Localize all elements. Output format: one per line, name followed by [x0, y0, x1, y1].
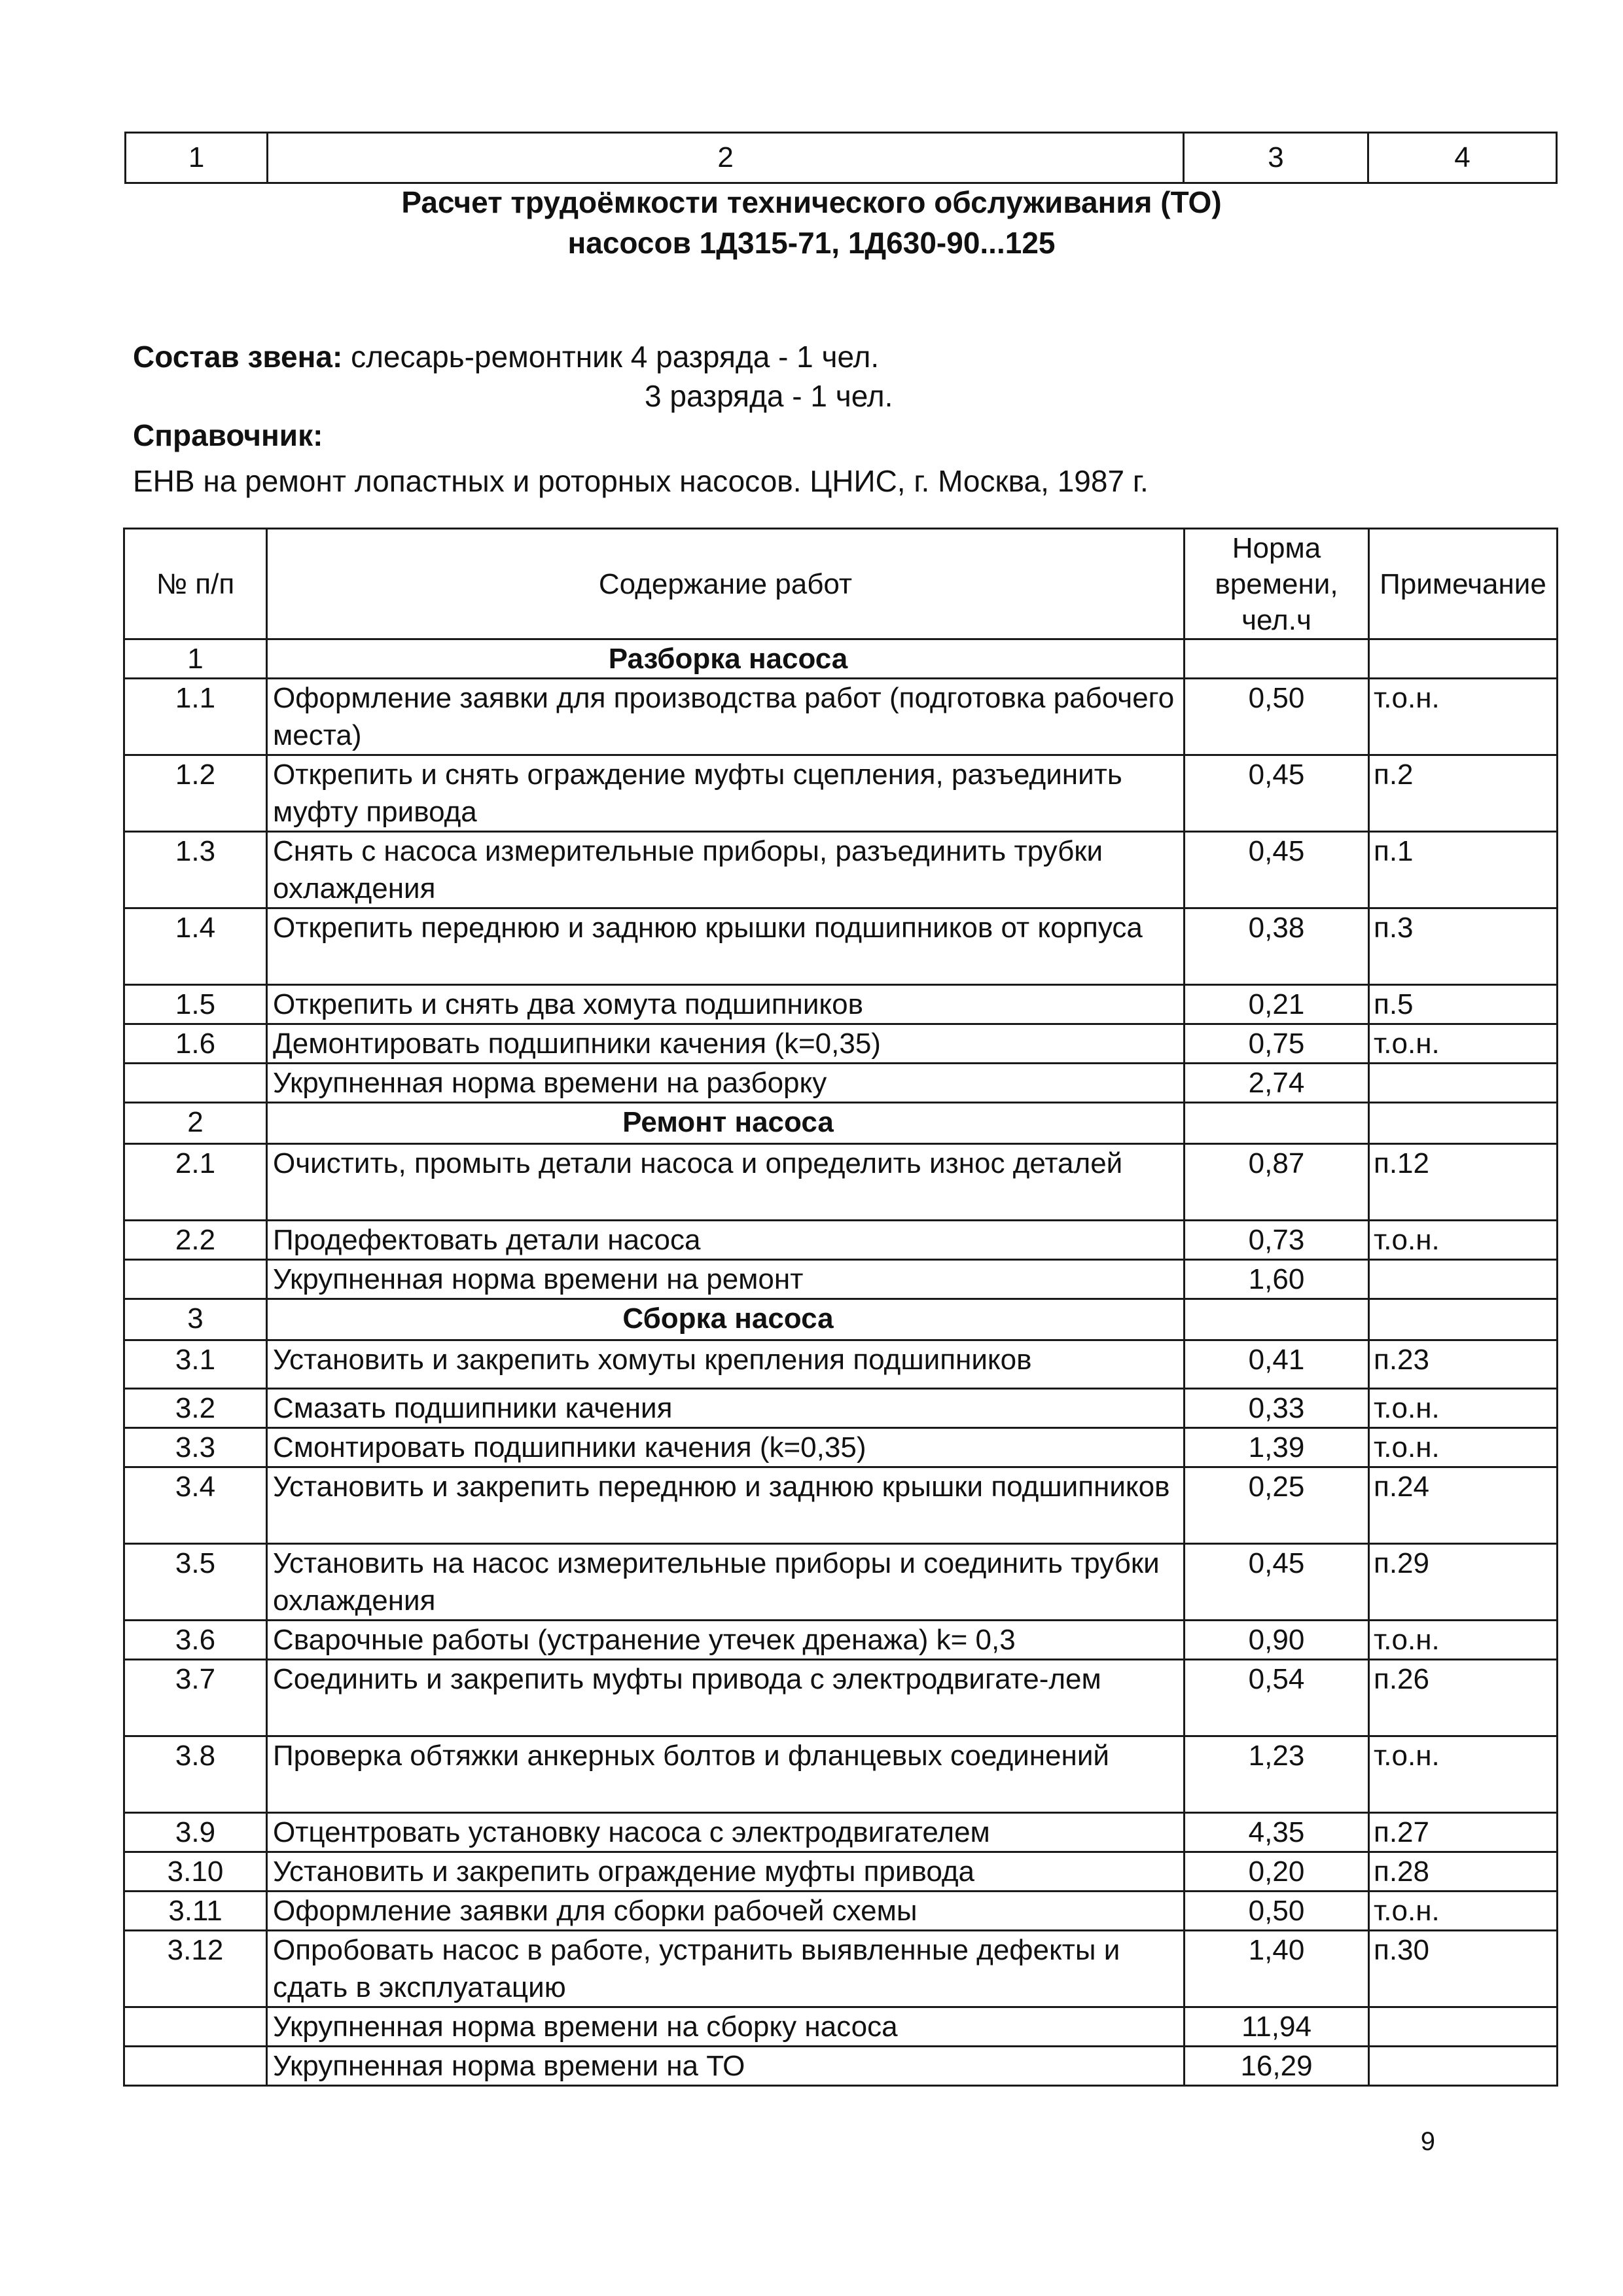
reference-label	[133, 418, 323, 453]
row-text-cell: Укрупненная норма времени на разборку	[267, 1064, 1185, 1103]
row-note-cell	[1369, 1299, 1558, 1340]
row-value-cell: 0,21	[1185, 985, 1369, 1024]
table-row	[124, 1736, 1558, 1813]
row-text-cell: Разборка насоса	[267, 639, 1185, 679]
table-row	[124, 679, 1558, 755]
row-num-cell: 1.5	[124, 985, 267, 1024]
row-value-cell: 0,90	[1185, 1621, 1369, 1660]
table-row	[124, 755, 1558, 832]
reference-label-text: Справочник:	[133, 418, 323, 452]
row-num-cell: 3.5	[124, 1544, 267, 1621]
row-note-cell: п.24	[1369, 1467, 1558, 1544]
row-num-cell: 1	[124, 639, 267, 679]
table-row	[124, 1428, 1558, 1467]
row-num-cell	[124, 1064, 267, 1103]
row-note-cell: п.23	[1369, 1340, 1558, 1389]
table-row	[124, 1544, 1558, 1621]
row-num-cell: 3.9	[124, 1813, 267, 1852]
column-number-cell: 2	[268, 133, 1184, 183]
row-value-cell: 0,50	[1185, 679, 1369, 755]
row-text-cell: Оформление заявки для сборки рабочей схемы	[267, 1892, 1185, 1931]
row-text-cell: Установить и закрепить хомуты крепления подшипников	[267, 1340, 1185, 1389]
table-row	[124, 1144, 1558, 1221]
reference-text: ЕНВ на ремонт лопастных и роторных насосов. ЦНИС, г. Москва, 1987 г.	[133, 464, 1149, 498]
table-row	[124, 1260, 1558, 1299]
row-value-cell: 0,38	[1185, 908, 1369, 985]
table-row	[124, 1813, 1558, 1852]
row-text-cell: Установить на насос измерительные приборы и соединить трубки охлаждения	[267, 1544, 1185, 1621]
row-text-cell: Укрупненная норма времени на сборку насоса	[267, 2007, 1185, 2047]
row-num-cell: 2.2	[124, 1221, 267, 1260]
row-num-cell: 3.3	[124, 1428, 267, 1467]
table-row	[124, 1660, 1558, 1736]
table-row	[124, 1621, 1558, 1660]
row-value-cell	[1185, 1103, 1369, 1144]
row-text-cell: Снять с насоса измерительные приборы, разъединить трубки охлаждения	[267, 832, 1185, 908]
row-note-cell: п.1	[1369, 832, 1558, 908]
row-text-cell: Укрупненная норма времени на ремонт	[267, 1260, 1185, 1299]
row-note-cell: п.3	[1369, 908, 1558, 985]
row-value-cell: 11,94	[1185, 2007, 1369, 2047]
row-text-cell: Продефектовать детали насоса	[267, 1221, 1185, 1260]
row-text-cell: Смонтировать подшипники качения (k=0,35)	[267, 1428, 1185, 1467]
row-value-cell: 0,33	[1185, 1389, 1369, 1428]
document-title: Расчет трудоёмкости технического обслуживания (ТО)	[401, 185, 1222, 219]
row-text-cell: Открепить и снять два хомута подшипников	[267, 985, 1185, 1024]
row-num-cell	[124, 2047, 267, 2086]
row-num-cell: 3.7	[124, 1660, 267, 1736]
row-text-cell: Опробовать насос в работе, устранить выявленные дефекты и сдать в эксплуатацию	[267, 1931, 1185, 2007]
row-text-cell: Сборка насоса	[267, 1299, 1185, 1340]
document-subtitle: насосов 1Д315-71, 1Д630-90...125	[567, 226, 1056, 260]
table-header-row	[124, 529, 1558, 639]
header-norm-line: времени,	[1215, 567, 1338, 600]
row-num-cell: 3.6	[124, 1621, 267, 1660]
table-row	[124, 985, 1558, 1024]
row-value-cell: 1,60	[1185, 1260, 1369, 1299]
row-note-cell: т.о.н.	[1369, 679, 1558, 755]
row-value-cell: 0,87	[1185, 1144, 1369, 1221]
table-row	[124, 1892, 1558, 1931]
row-value-cell: 16,29	[1185, 2047, 1369, 2086]
row-num-cell: 3.2	[124, 1389, 267, 1428]
row-note-cell: т.о.н.	[1369, 1892, 1558, 1931]
row-num-cell: 1.3	[124, 832, 267, 908]
table-row	[124, 1221, 1558, 1260]
header-norm	[1185, 529, 1369, 639]
row-text-cell: Укрупненная норма времени на ТО	[267, 2047, 1185, 2086]
header-norm-line: Норма	[1232, 531, 1321, 564]
row-text-cell: Смазать подшипники качения	[267, 1389, 1185, 1428]
row-text-cell: Отцентровать установку насоса с электродвигателем	[267, 1813, 1185, 1852]
row-value-cell: 2,74	[1185, 1064, 1369, 1103]
row-num-cell: 3	[124, 1299, 267, 1340]
table-row	[124, 2007, 1558, 2047]
row-value-cell: 1,39	[1185, 1428, 1369, 1467]
row-num-cell: 1.1	[124, 679, 267, 755]
row-note-cell: п.26	[1369, 1660, 1558, 1736]
row-text-cell: Демонтировать подшипники качения (k=0,35)	[267, 1024, 1185, 1064]
row-num-cell: 1.2	[124, 755, 267, 832]
row-text-cell: Проверка обтяжки анкерных болтов и фланцевых соединений	[267, 1736, 1185, 1813]
row-note-cell: п.2	[1369, 755, 1558, 832]
row-value-cell: 0,54	[1185, 1660, 1369, 1736]
table-row	[124, 908, 1558, 985]
row-num-cell: 3.1	[124, 1340, 267, 1389]
column-number-table	[124, 132, 1558, 184]
row-note-cell	[1369, 2047, 1558, 2086]
row-value-cell: 1,23	[1185, 1736, 1369, 1813]
row-num-cell: 2.1	[124, 1144, 267, 1221]
row-note-cell: т.о.н.	[1369, 1736, 1558, 1813]
table-row	[124, 1064, 1558, 1103]
row-note-cell: п.5	[1369, 985, 1558, 1024]
row-note-cell	[1369, 1260, 1558, 1299]
table-row	[124, 1467, 1558, 1544]
page-number: 9	[1420, 2127, 1435, 2156]
row-value-cell: 1,40	[1185, 1931, 1369, 2007]
row-text-cell: Очистить, промыть детали насоса и определить износ деталей	[267, 1144, 1185, 1221]
row-num-cell: 1.6	[124, 1024, 267, 1064]
row-num-cell: 2	[124, 1103, 267, 1144]
row-note-cell: т.о.н.	[1369, 1389, 1558, 1428]
column-number-cell: 1	[126, 133, 268, 183]
row-num-cell	[124, 1260, 267, 1299]
row-note-cell: т.о.н.	[1369, 1428, 1558, 1467]
row-num-cell: 3.12	[124, 1931, 267, 2007]
header-num: № п/п	[124, 529, 267, 639]
row-num-cell	[124, 2007, 267, 2047]
table-row	[124, 1103, 1558, 1144]
row-text-cell: Сварочные работы (устранение утечек дренажа) k= 0,3	[267, 1621, 1185, 1660]
row-text-cell: Открепить переднюю и заднюю крышки подшипников от корпуса	[267, 908, 1185, 985]
row-note-cell: п.29	[1369, 1544, 1558, 1621]
row-num-cell: 3.10	[124, 1852, 267, 1892]
row-value-cell: 0,25	[1185, 1467, 1369, 1544]
row-text-cell: Оформление заявки для производства работ (подготовка рабочего места)	[267, 679, 1185, 755]
row-note-cell: п.27	[1369, 1813, 1558, 1852]
row-value-cell: 0,73	[1185, 1221, 1369, 1260]
table-row	[124, 832, 1558, 908]
header-content: Содержание работ	[267, 529, 1185, 639]
row-note-cell: п.30	[1369, 1931, 1558, 2007]
row-value-cell: 0,20	[1185, 1852, 1369, 1892]
row-value-cell	[1185, 1299, 1369, 1340]
row-value-cell: 0,45	[1185, 1544, 1369, 1621]
row-value-cell: 0,41	[1185, 1340, 1369, 1389]
row-text-cell: Установить и закрепить ограждение муфты привода	[267, 1852, 1185, 1892]
header-norm-line: чел.ч	[1241, 603, 1311, 636]
row-text-cell: Открепить и снять ограждение муфты сцепления, разъединить муфту привода	[267, 755, 1185, 832]
row-note-cell: п.12	[1369, 1144, 1558, 1221]
row-note-cell: т.о.н.	[1369, 1621, 1558, 1660]
row-note-cell: т.о.н.	[1369, 1024, 1558, 1064]
crew-line	[133, 339, 879, 374]
crew-text: слесарь-ремонтник 4 разряда - 1 чел.	[351, 340, 880, 374]
row-num-cell: 1.4	[124, 908, 267, 985]
crew-label: Состав звена:	[133, 340, 343, 374]
table-row	[124, 1024, 1558, 1064]
table-row	[124, 2047, 1558, 2086]
row-num-cell: 3.11	[124, 1892, 267, 1931]
row-value-cell	[1185, 639, 1369, 679]
row-note-cell	[1369, 1064, 1558, 1103]
table-row	[124, 1389, 1558, 1428]
header-note: Примечание	[1369, 529, 1558, 639]
row-value-cell: 0,50	[1185, 1892, 1369, 1931]
crew-line-2: 3 разряда - 1 чел.	[645, 379, 893, 413]
row-text-cell: Ремонт насоса	[267, 1103, 1185, 1144]
work-table	[123, 528, 1558, 2087]
row-text-cell: Установить и закрепить переднюю и заднюю крышки подшипников	[267, 1467, 1185, 1544]
row-note-cell	[1369, 1103, 1558, 1144]
row-note-cell	[1369, 639, 1558, 679]
table-row	[124, 639, 1558, 679]
row-value-cell: 0,45	[1185, 755, 1369, 832]
row-text-cell: Соединить и закрепить муфты привода с электродвигате-лем	[267, 1660, 1185, 1736]
row-value-cell: 4,35	[1185, 1813, 1369, 1852]
column-number-row	[126, 133, 1557, 183]
table-row	[124, 1299, 1558, 1340]
table-row	[124, 1931, 1558, 2007]
row-value-cell: 0,45	[1185, 832, 1369, 908]
row-note-cell	[1369, 2007, 1558, 2047]
table-row	[124, 1852, 1558, 1892]
row-value-cell: 0,75	[1185, 1024, 1369, 1064]
table-row	[124, 1340, 1558, 1389]
row-note-cell: т.о.н.	[1369, 1221, 1558, 1260]
row-num-cell: 3.4	[124, 1467, 267, 1544]
column-number-cell: 4	[1368, 133, 1556, 183]
row-note-cell: п.28	[1369, 1852, 1558, 1892]
column-number-cell: 3	[1183, 133, 1368, 183]
row-num-cell: 3.8	[124, 1736, 267, 1813]
